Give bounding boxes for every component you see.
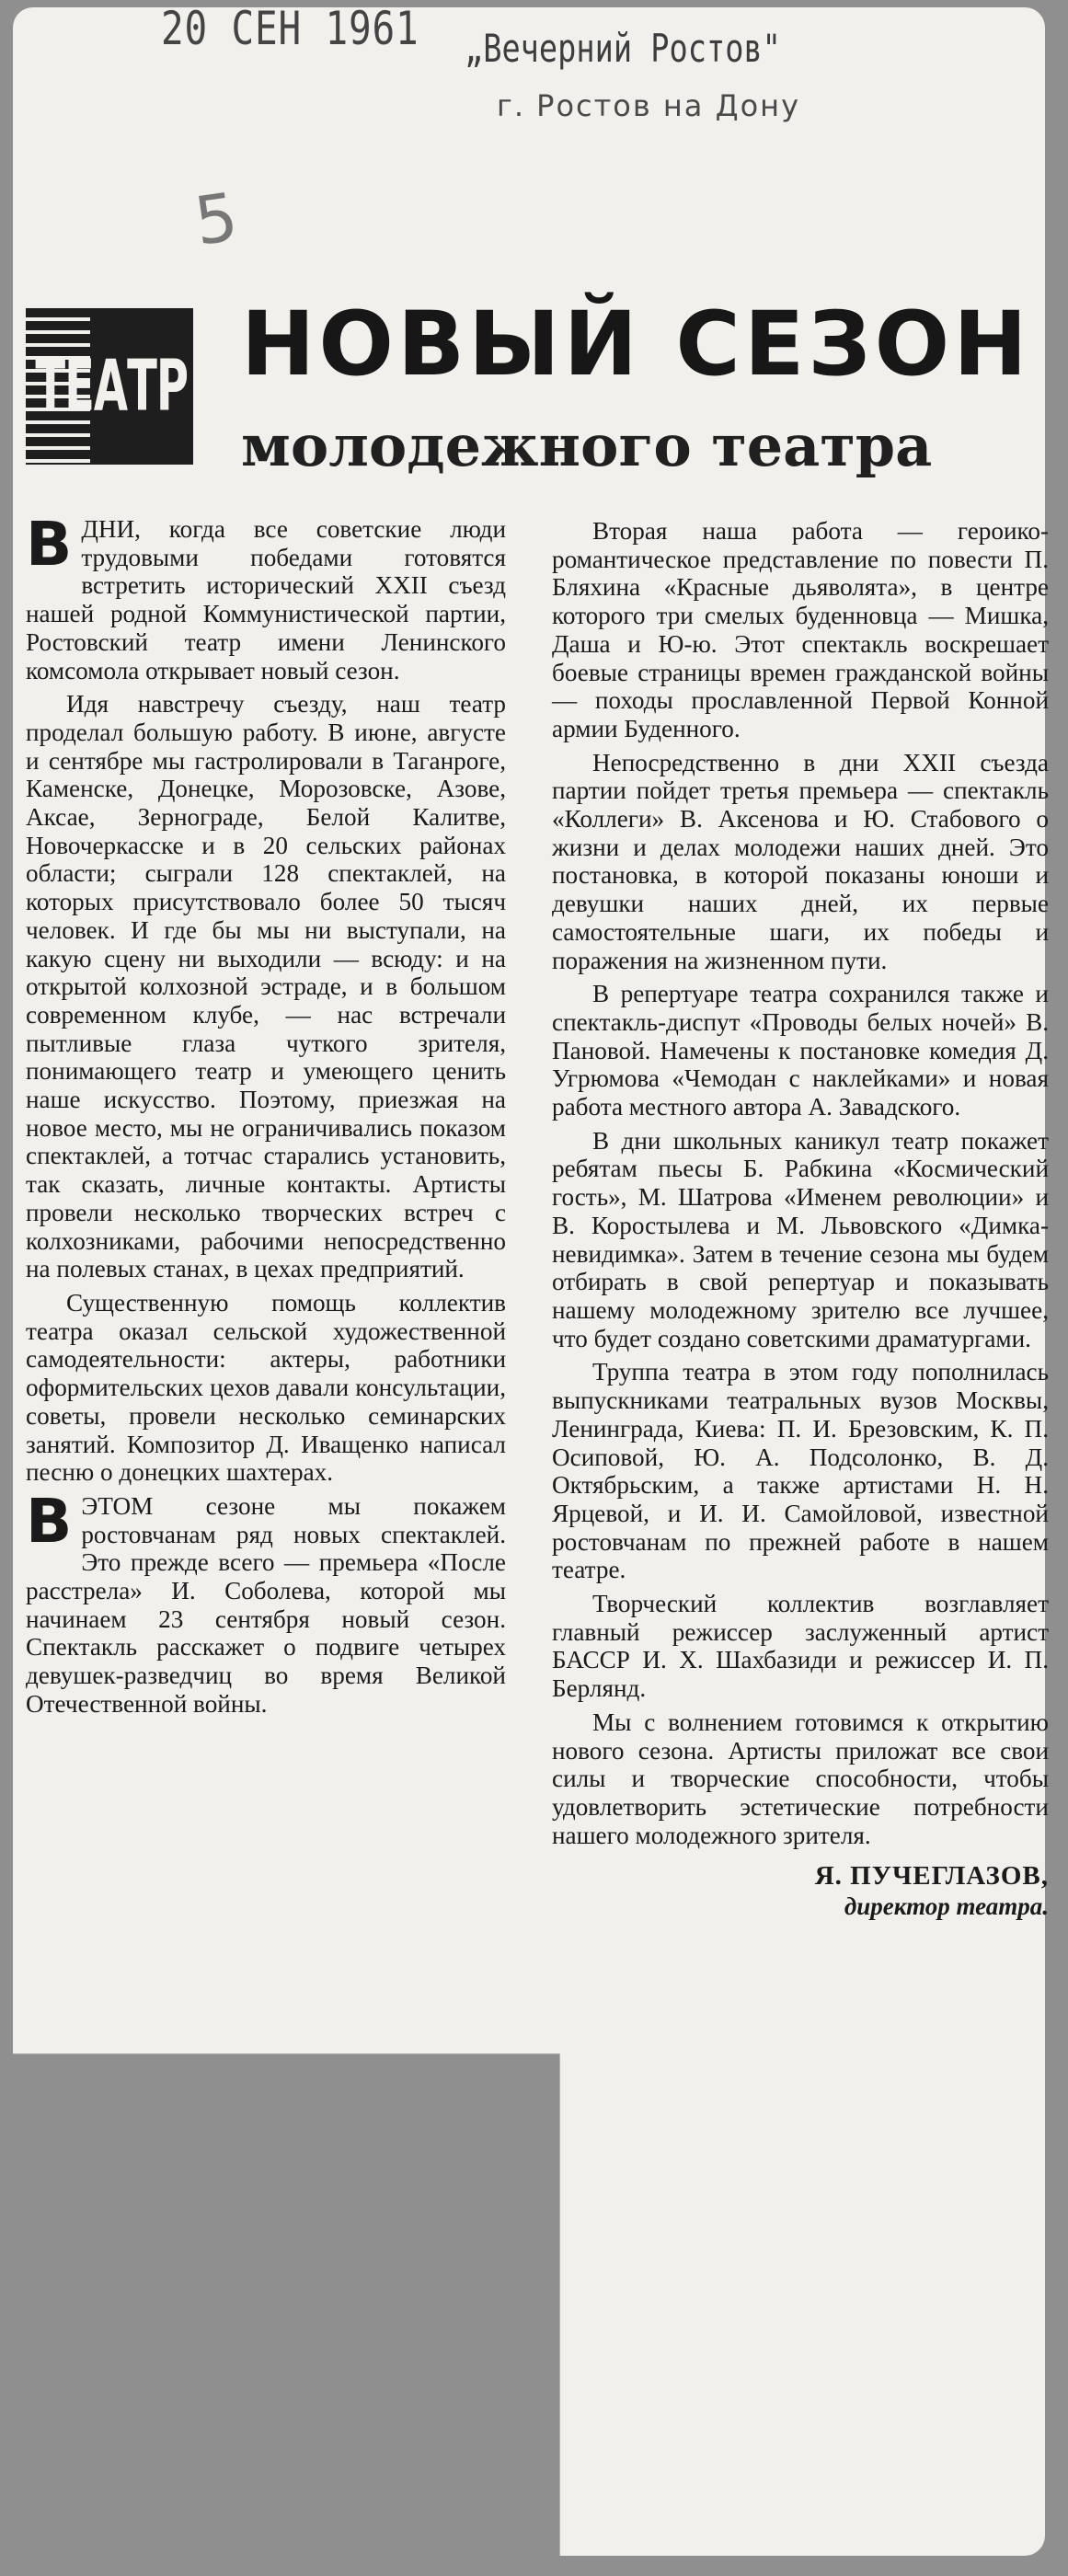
rubric-label: ТЕАТР — [35, 345, 188, 428]
article-column-left — [26, 509, 506, 1724]
paragraph: В дни школьных каникул театр покажет ребятам пьесы Б. Рабкина «Космический гость», М. Шатрова «Именем революции» и В. Коростылева и М. Львовского «Димка-невидимка». Затем в течение сезона мы будем отбирать в свой репертуар и показывать нашему молодежному зрителю все лучшее, что будет создано советскими драматургами. — [552, 1126, 1049, 1352]
paragraph: Вторая наша работа — героико-романтическое представление по повести П. Бляхина «Красные дьяволята», в центре которого три смелых буденновца — Мишка, Даша и Ю-ю. Этот спектакль воскрешает боевые страницы времен гражданской войны — походы прославленной Первой Конной армии Буденного. — [552, 517, 1049, 742]
pencil-mark: 5 — [189, 178, 243, 260]
drop-cap: В — [26, 1485, 73, 1557]
newspaper-name-stamp: „Вечерний Ростов" — [465, 26, 781, 71]
paragraph: Непосредственно в дни XXII съезда партии пойдет третья премьера — спектакль «Коллеги» В. Аксенова и Ю. Стабового о жизни и делах молодежи наших дней. Это постановка, в которой показаны юноши и девушки наших дней, их первые самостоятельные шаги, их победы и поражения на жизненном пути. — [552, 748, 1049, 974]
paragraph — [26, 509, 506, 684]
paragraph: Существенную помощь коллектив театра оказал сельской художественной самодеятельности: актеры, работники оформительских цехов давали консультации, советы, провели несколько семинарских занятий. Композитор Д. Иващенко написал песню о донецких шахтерах. — [26, 1288, 506, 1487]
city-stamp: г. Ростов на Дону — [497, 88, 801, 123]
paragraph-text: ЭТОМ сезоне мы покажем ростовчанам ряд новых спектаклей. Это прежде всего — премьера «После расстрела» И. Соболева, которой мы начинаем 23 сентября новый сезон. Спектакль расскажет о подвиге четырех девушек-разведчиц во время Великой Отечественной войны. — [26, 1491, 506, 1718]
paragraph — [26, 1485, 506, 1719]
paragraph: Идя навстречу съезду, наш театр проделал большую работу. В июне, августе и сентябре мы гастролировали в Таганроге, Каменске, Донецке, Морозовске, Азове, Аксае, Зернограде, Белой Калитве, Новочеркасске и в 20 сельских районах области; сыграли 128 спектаклей, на которых присутствовало более 50 тысяч человек. И где бы мы ни выступали, на какую сцену ни выходили — всюду: и на открытой колхозной эстраде, и в большом современном клубе, — нас встречали пытливые глаза чуткого зрителя, понимающего театр и умеющего ценить наше искусство. Поэтому, приезжая на новое место, мы не ограничивались показом спектаклей, а тотчас старались установить, так сказать, личные контакты. Артисты провели несколько творческих встреч с колхозниками, рабочими непосредственно на полевых станах, в цехах предприятий. — [26, 690, 506, 1283]
subheadline: молодежного театра — [241, 412, 933, 479]
paragraph: Творческий коллектив возглавляет главный режиссер заслуженный артист БАССР И. Х. Шахбазиди и режиссер И. П. Берлянд. — [552, 1590, 1049, 1703]
article-column-right — [552, 517, 1049, 1926]
headline: НОВЫЙ СЕЗОН — [241, 293, 1031, 396]
author-role: директор театра. — [844, 1892, 1049, 1921]
archive-date-stamp: 20 СЕН 1961 — [161, 2, 419, 55]
paragraph-text: ДНИ, когда все советские люди трудовыми победами готовятся встретить исторический XXII съезд нашей родной Коммунистической партии, Ростовский театр имени Ленинского комсомола открывает новый сезон. — [26, 515, 506, 684]
signature — [552, 1862, 1049, 1920]
rubric-logo — [26, 308, 193, 465]
paragraph: Труппа театра в этом году пополнилась выпускниками театральных вузов Москвы, Ленинграда, Киева: П. И. Брезовским, К. П. Осиповой, Ю. А. Подсолонко, В. Д. Октябрьским, а также артистами Н. Н. Ярцевой, и И. И. Самойловой, известной ростовчанам по прежней работе в нашем театре. — [552, 1358, 1049, 1584]
author-name: Я. ПУЧЕГЛАЗОВ, — [814, 1861, 1049, 1892]
paragraph: Мы с волнением готовимся к открытию нового сезона. Артисты приложат все свои силы и творческие способности, чтобы удовлетворить эстетические потребности нашего молодежного зрителя. — [552, 1708, 1049, 1849]
drop-cap: В — [26, 509, 73, 580]
paragraph: В репертуаре театра сохранился также и спектакль-диспут «Проводы белых ночей» В. Пановой. Намечены к постановке комедия Д. Угрюмова «Чемодан с наклейками» и новая работа местного автора А. Завадского. — [552, 980, 1049, 1121]
